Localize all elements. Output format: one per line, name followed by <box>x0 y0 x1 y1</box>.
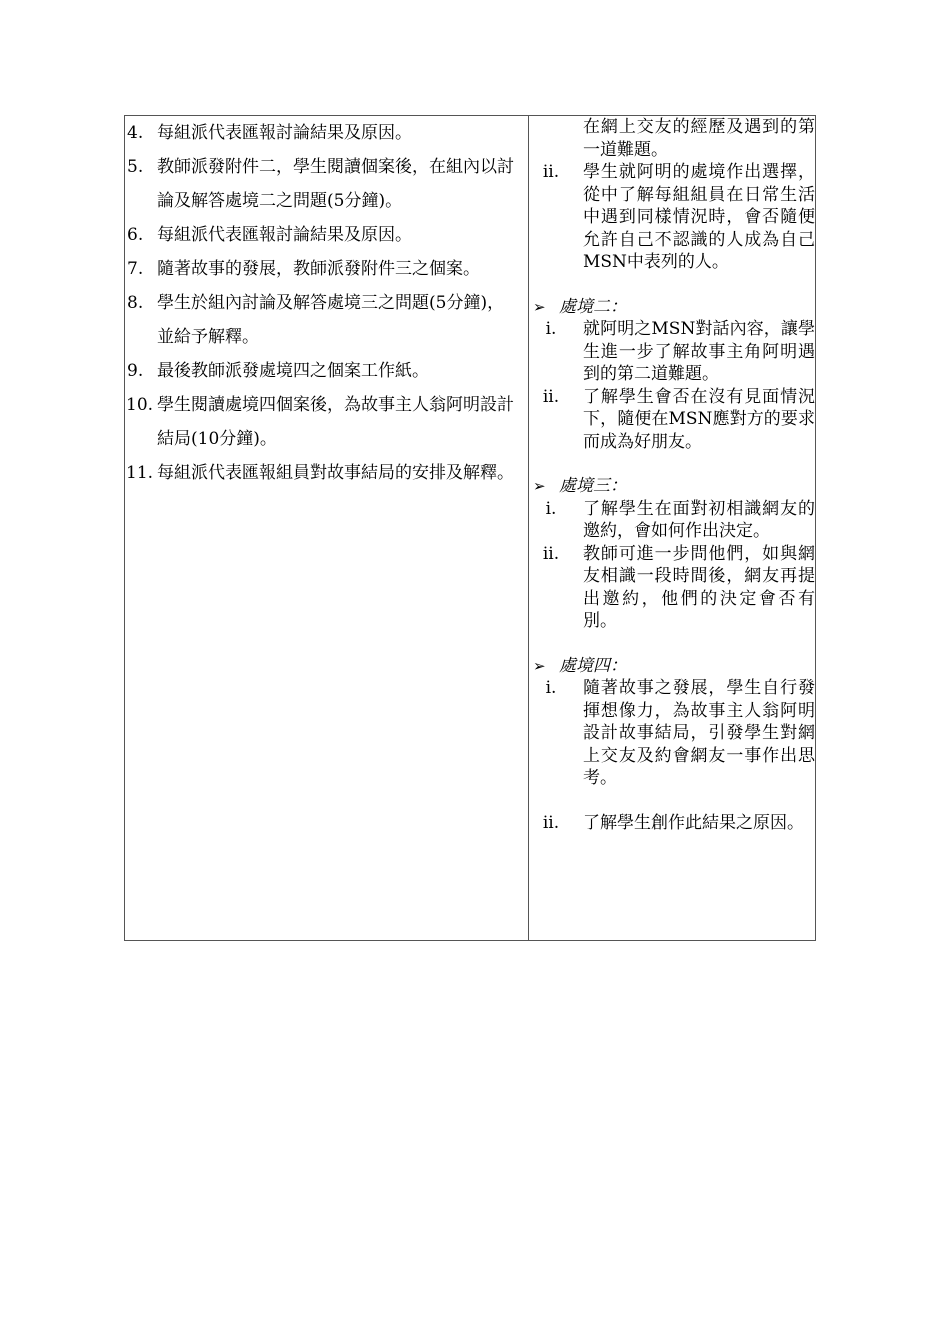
item-text: 了解學生會否在沒有見面情況下，隨便在MSN應對方的要求而成為好朋友。 <box>583 386 815 452</box>
item-number: 7. <box>127 259 144 279</box>
item-text: 隨著故事之發展，學生自行發揮想像力，為故事主人翁阿明設計故事結局，引發學生對網上交友及約會網友一事作出思考。 <box>583 678 815 788</box>
item-number: 4. <box>127 123 144 143</box>
heading-text: 處境四： <box>559 655 627 676</box>
item-number: ii. <box>542 543 560 564</box>
list-item <box>127 286 519 354</box>
item-number: i. <box>545 498 557 519</box>
list-item <box>531 677 815 790</box>
list-item <box>127 116 519 150</box>
item-text: 在網上交友的經歷及遇到的第一道難題。 <box>583 117 815 160</box>
item-text: 學生就阿明的處境作出選擇，從中了解每組組員在日常生活中遇到同樣情況時，會否隨便允許自己不認識的人成為自己MSN中表列的人。 <box>583 162 815 272</box>
item-number: i. <box>545 319 557 339</box>
right-column <box>531 116 815 834</box>
item-number: 5. <box>127 157 144 177</box>
list-item <box>531 318 815 386</box>
list-item <box>127 388 519 456</box>
list-item <box>531 386 815 454</box>
list-item <box>127 456 519 490</box>
item-text: 教師可進一步問他們，如與網友相識一段時間後，網友再提出邀約，他們的決定會否有別。 <box>583 543 815 631</box>
item-text: 隨著故事的發展，教師派發附件三之個案。 <box>157 259 480 279</box>
lesson-table <box>124 115 816 941</box>
item-text: 每組派代表匯報組員對故事結局的安排及解釋。 <box>157 463 514 483</box>
item-number: 10. <box>126 395 154 415</box>
item-number: ii. <box>542 386 560 407</box>
section-heading <box>531 296 815 319</box>
item-number: 8. <box>127 293 144 313</box>
arrow-bullet-icon: ➢ <box>533 297 546 316</box>
left-column <box>127 116 519 490</box>
continued-text <box>531 116 815 161</box>
section-heading <box>531 475 815 498</box>
item-text: 最後教師派發處境四之個案工作紙。 <box>157 361 429 381</box>
list-item <box>531 498 815 543</box>
item-number: 6. <box>127 225 144 245</box>
item-text: 就阿明之MSN對話內容，讓學生進一步了解故事主角阿明遇到的第二道難題。 <box>583 319 815 384</box>
arrow-bullet-icon: ➢ <box>533 477 546 495</box>
item-text: 每組派代表匯報討論結果及原因。 <box>157 123 412 143</box>
item-number: 11. <box>126 463 154 483</box>
section-heading <box>531 655 815 678</box>
list-item <box>127 150 519 218</box>
item-number: ii. <box>542 162 560 182</box>
item-number: 9. <box>127 361 144 381</box>
item-text: 教師派發附件二，學生閱讀個案後，在組內以討論及解答處境二之問題(5分鐘)。 <box>157 157 514 211</box>
item-text: 了解學生在面對初相識網友的邀約，會如何作出決定。 <box>583 498 815 541</box>
item-text: 每組派代表匯報討論結果及原因。 <box>157 225 412 245</box>
item-text: 學生於組內討論及解答處境三之問題(5分鐘)，並給予解釋。 <box>157 293 505 347</box>
heading-text: 處境二： <box>559 296 627 317</box>
list-item <box>531 543 815 633</box>
list-item <box>127 218 519 252</box>
item-number: i. <box>545 678 557 698</box>
item-number: ii. <box>542 812 560 833</box>
item-text: 學生閱讀處境四個案後，為故事主人翁阿明設計結局(10分鐘)。 <box>157 395 514 449</box>
list-item <box>127 354 519 388</box>
list-item <box>531 812 815 835</box>
list-item <box>127 252 519 286</box>
list-item <box>531 161 815 274</box>
arrow-bullet-icon: ➢ <box>533 656 546 675</box>
item-text: 了解學生創作此結果之原因。 <box>583 812 804 833</box>
heading-text: 處境三： <box>559 476 627 496</box>
column-divider <box>528 116 529 940</box>
